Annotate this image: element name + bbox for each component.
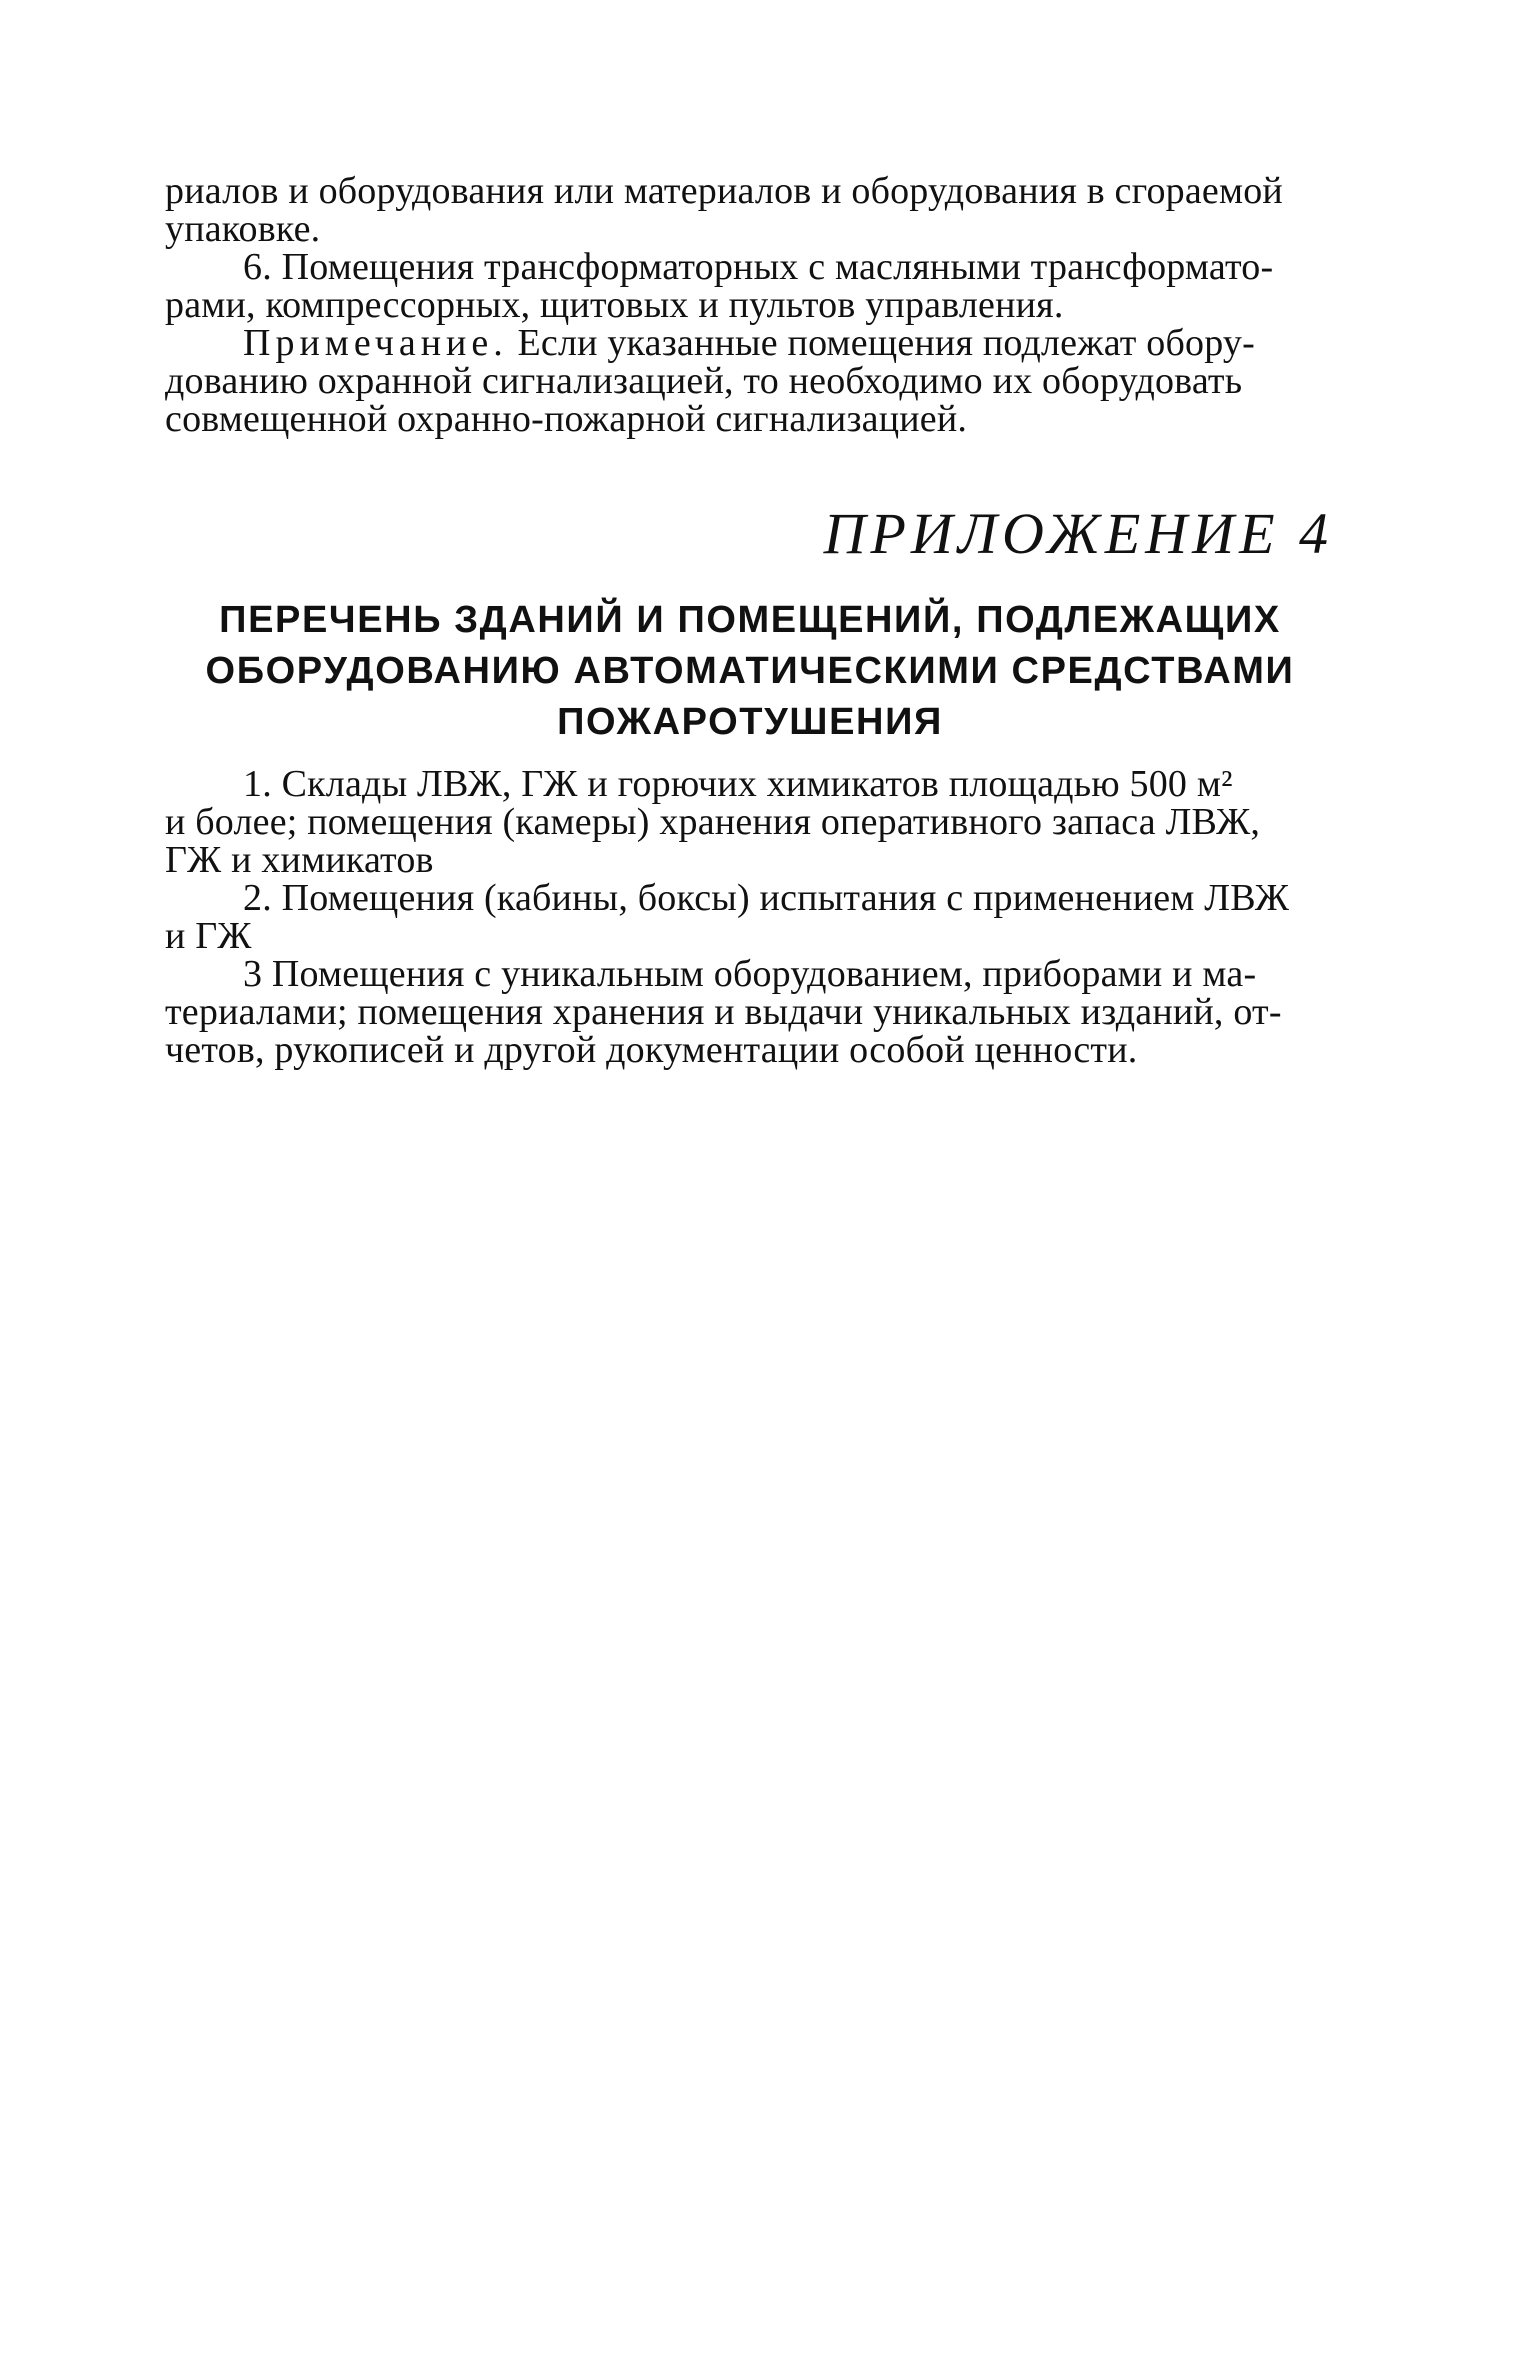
text-line: упаковке. — [165, 208, 321, 250]
text-line: совмещенной охранно-пожарной сигнализацией. — [165, 398, 968, 440]
text-line: 2. Помещения (кабины, боксы) испытания с применением ЛВЖ — [243, 877, 1290, 919]
title-line: ПОЖАРОТУШЕНИЯ — [557, 701, 943, 743]
paragraph-note — [165, 324, 1335, 438]
list-item-1 — [165, 765, 1335, 879]
text-line: и ГЖ — [165, 915, 252, 957]
text-line: териалами; помещения хранения и выдачи уникальных изданий, от- — [165, 991, 1282, 1033]
text-line — [165, 324, 1335, 362]
paragraph-item-6 — [165, 248, 1335, 324]
text-line: 1. Склады ЛВЖ, ГЖ и горючих химикатов площадью 500 м² — [243, 763, 1233, 805]
list-item-3 — [165, 955, 1335, 1069]
paragraph-continuation — [165, 172, 1335, 248]
text-line: ГЖ и химикатов — [165, 839, 434, 881]
list-item-2 — [165, 879, 1335, 955]
text-line: 3 Помещения с уникальным оборудованием, приборами и ма- — [243, 953, 1257, 995]
note-label: Примечание. — [243, 322, 508, 364]
items-section — [165, 765, 1335, 1069]
text-line: риалов и оборудования или материалов и оборудования в сгораемой — [165, 170, 1283, 212]
title-line: ПЕРЕЧЕНЬ ЗДАНИЙ И ПОМЕЩЕНИЙ, ПОДЛЕЖАЩИХ — [219, 599, 1281, 641]
text-line: рами, компрессорных, щитовых и пультов управления. — [165, 284, 1064, 326]
appendix-label: ПРИЛОЖЕНИЕ 4 — [823, 501, 1333, 566]
appendix-title — [165, 595, 1335, 748]
text-line: 6. Помещения трансформаторных с масляными трансформато- — [243, 246, 1274, 288]
note-text: Если указанные помещения подлежат обору- — [507, 322, 1255, 364]
top-section — [165, 172, 1335, 438]
title-line: ОБОРУДОВАНИЮ АВТОМАТИЧЕСКИМИ СРЕДСТВАМИ — [205, 650, 1295, 692]
text-line: и более; помещения (камеры) хранения оперативного запаса ЛВЖ, — [165, 801, 1261, 843]
text-line: четов, рукописей и другой документации особой ценности. — [165, 1029, 1138, 1071]
text-line: дованию охранной сигнализацией, то необходимо их оборудовать — [165, 360, 1243, 402]
